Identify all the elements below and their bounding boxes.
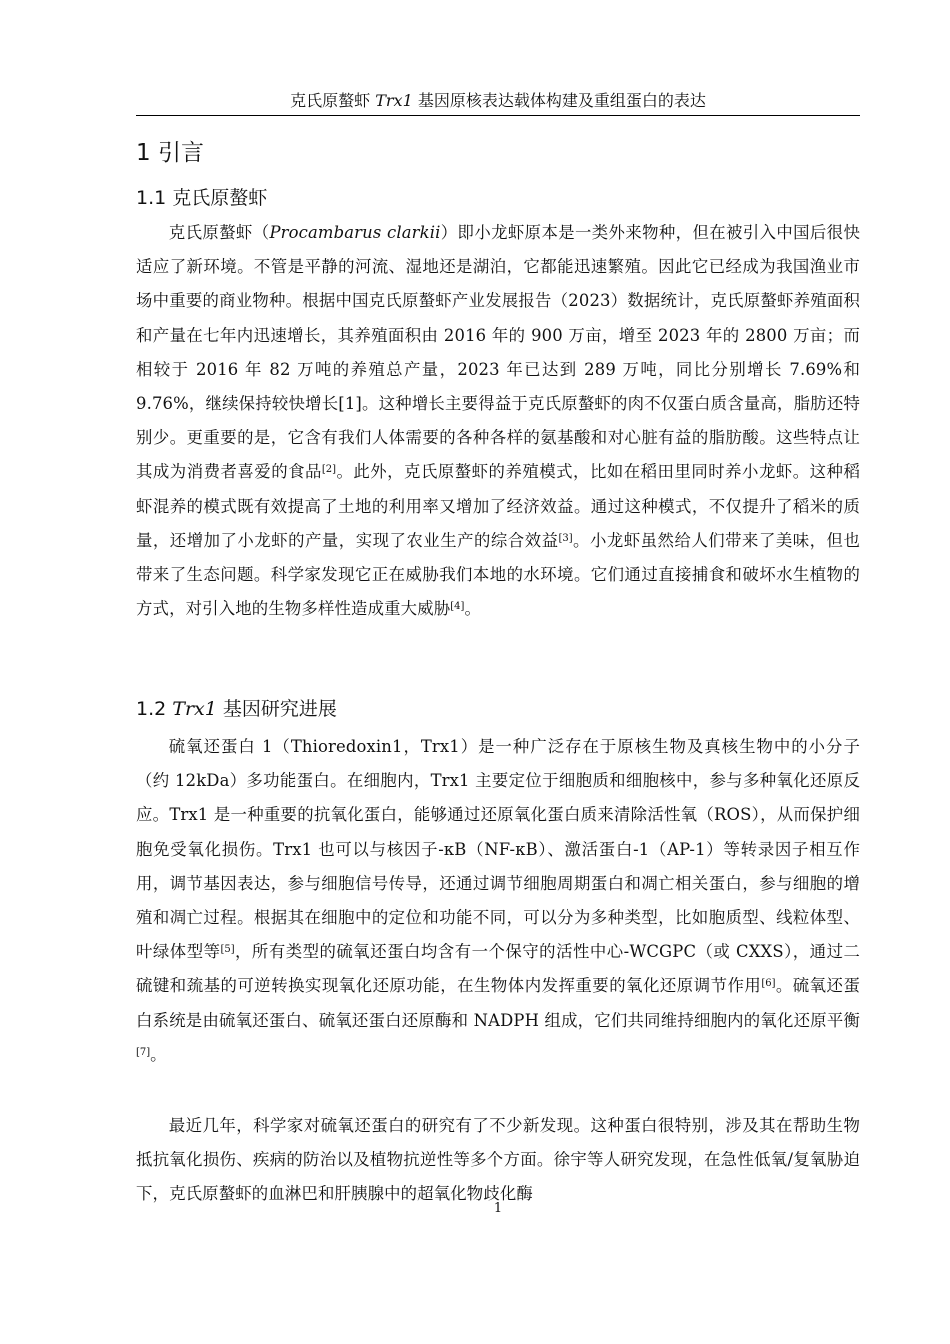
citation-ref-2: [2] — [321, 464, 337, 476]
heading-text: 基因研究进展 — [216, 698, 337, 720]
text-run: 。 — [464, 599, 481, 619]
text-run: ）即小龙虾原本是一类外来物种，但在被引入中国后很快适应了新环境。不管是平静的河流、湿地还是湖泊，它都能迅速繁殖。因此它已经成为我国渔业市场中重要的商业物种。根据中国克氏原螯虾产业发展报告（2023）数据统计，克氏原螯虾养殖面积和产量在七年内迅速增长，其养殖面积由 2016 年的 900 万亩，增至 2023 年的 2800 万亩；而相较于 2016 年 82 万吨的养殖总产量，2023 年已达到 289 万吨，同比分别增长 7.69%和 9.76%，继续保持较快增长[1]。这种增长主要得益于克氏原螯虾的肉不仅蛋白质含量高，脂肪还特别少。更重要的是，它含有我们人体需要的各种各样的氨基酸和对心脏有益的脂肪酸。这些特点让其成为消费者喜爱的食品 — [136, 223, 861, 482]
section-1-1-heading: 1.1 克氏原螯虾 — [136, 187, 268, 209]
header-title-gene: Trx1 — [375, 91, 413, 110]
header-title-prefix: 克氏原螯虾 — [290, 91, 376, 110]
text-run: 。 — [150, 1044, 167, 1064]
running-header — [136, 89, 860, 113]
page-number: 1 — [493, 1201, 503, 1216]
text-run: 硫氧还蛋白 1（Thioredoxin1，Trx1）是一种广泛存在于原核生物及真核生物中的小分子（约 12kDa）多功能蛋白。在细胞内，Trx1 主要定位于细胞质和细胞核中，参与多种氧化还原反应。Trx1 是一种重要的抗氧化蛋白，能够通过还原氧化蛋白质来清除活性氧（ROS），从而保护细胞免受氧化损伤。Trx1 也可以与核因子-κB（NF-κB）、激活蛋白-1（AP-1）等转录因子相互作用，调节基因表达，参与细胞信号传导，还通过调节细胞周期蛋白和凋亡相关蛋白，参与细胞的增殖和凋亡过程。根据其在细胞中的定位和功能不同，可以分为多种类型，比如胞质型、线粒体型、叶绿体型等 — [136, 737, 860, 962]
header-title-suffix: 基因原核表达载体构建及重组蛋白的表达 — [412, 91, 706, 110]
text-run: 。小龙虾虽然给人们带来了美味，但也带来了生态问题。科学家发现它正在威胁我们本地的水环境。它们通过直接捕食和破坏水生植物的方式，对引入地的生物多样性造成重大威胁 — [136, 530, 860, 619]
heading-gene: Trx1 — [172, 698, 217, 720]
text-run: 。硫氧还蛋白系统是由硫氧还蛋白、硫氧还蛋白还原酶和 NADPH 组成，它们共同维持细胞内的氧化还原平衡 — [136, 976, 860, 1030]
paragraph-recent-research: 最近几年，科学家对硫氧还蛋白的研究有了不少新发现。这种蛋白很特别，涉及其在帮助生物抵抗氧化损伤、疾病的防治以及植物抗逆性等多个方面。徐宇等人研究发现，在急性低氧/复氧胁迫下，克氏原螯虾的血淋巴和肝胰腺中的超氧化物歧化酶 — [136, 1116, 860, 1204]
text-run: 。此外，克氏原螯虾的养殖模式，比如在稻田里同时养小龙虾。这种稻虾混养的模式既有效提高了土地的利用率又增加了经济效益。通过这种模式，不仅提升了稻米的质量，还增加了小龙虾的产量，实现了农业生产的综合效益 — [136, 462, 860, 550]
paragraph-crayfish — [136, 216, 860, 626]
section-1-heading: 1 引言 — [136, 140, 204, 166]
citation-ref-4: [4] — [450, 601, 465, 613]
citation-ref-7: [7] — [136, 1046, 151, 1058]
header-rule — [136, 115, 860, 116]
heading-number: 1.2 — [136, 698, 173, 720]
citation-ref-3: [3] — [558, 532, 573, 544]
text-run: 克氏原螯虾（ — [168, 223, 270, 242]
citation-ref-6: [6] — [761, 978, 776, 990]
citation-ref-5: [5] — [220, 944, 235, 956]
section-1-2-heading — [136, 694, 337, 724]
species-name: Procambarus clarkii — [269, 223, 441, 242]
text-run: ，所有类型的硫氧还蛋白均含有一个保守的活性中心-WCGPC（或 CXXS），通过二硫键和巯基的可逆转换实现氧化还原功能，在生物体内发挥重要的氧化还原调节作用 — [136, 942, 861, 996]
paragraph-trx1 — [136, 730, 860, 1072]
